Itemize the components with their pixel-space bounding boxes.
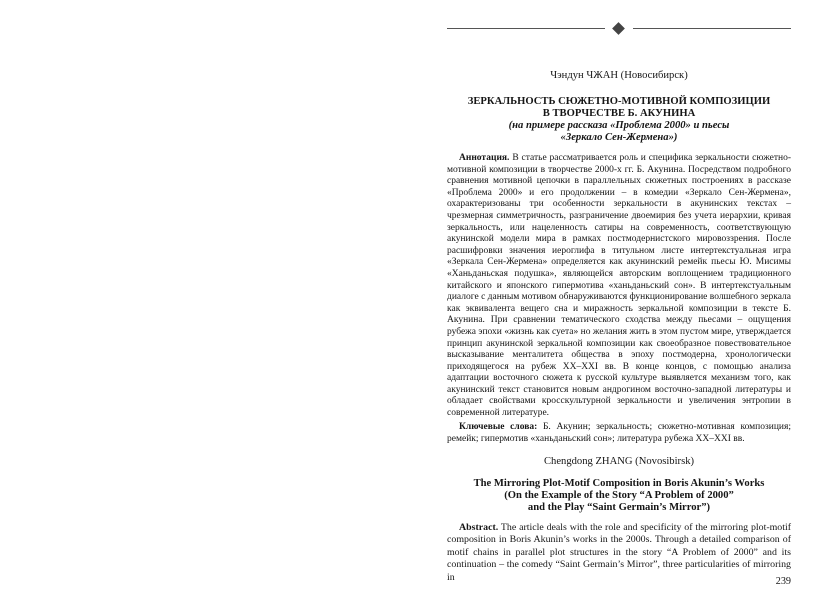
abstract-ru-text: В статье рассматривается роль и специфика зеркальности сюжетно-мотивной композиции в творчестве 2000-х гг. Б. Акунина. Посредством подробного сравнения мотивной цепочки в параллельных сюжетных построениях в рассказе «Проблема 2000» и его продолжении – в комедии «Зеркало Сен-Жермена», охарактеризованы три особенности зеркальности в акунинских текстах – чрезмерная симметричность, разграничение двоемирия без учета иерархии, кривая зеркальность, или нацеленность сатиры на современность, соответствующую акунинской модели мира в рамках постмодернистского мировоззрения. После расшифровки значения иероглифа в титульном листе интертекстуальная игра «Зеркала Сен-Жермена» определяется как акунинский ремейк пьесы Ю. Мисимы «Ханьданьская подушка», являющейся авторским воплощением традиционного китайского и японского гипермотива «ханьданьский сон». В интертекстуальным диалоге с данным мотивом обнаруживаются функционирование волшебного зеркала как эквивалента вещего сна и миражность зеркальной композиции в тексте Б. Акунина. При сравнении тематического сходства между пьесами – ощущения рубежа эпохи «жизнь как суета» но желания жить в этом пустом мире, утверждается принцип акунинской зеркальной композиции как своеобразное повествовательное высказывание менталитета общества в эпоху постмодерна, хронологически приходящегося на рубеж XX–XXI вв. В конце концов, с помощью анализа адаптации восточного сюжета к русской культуре выявляется механизм того, как акунинский текст становится новым андрогином восточно-западной литературы и обладает свойствами кросскультурной зеркальности и увеличения энтропии в современной литературе.	[447, 153, 792, 419]
page-number: 239	[775, 576, 791, 587]
abstract-en-text: The article deals with the role and specificity of the mirroring plot-motif composition in Boris Akunin’s works in the 2000s. Through a detailed comparison of motif chains in parallel plot structures in the story “A Problem of 2000” and its continuation – the comedy “Saint Germain’s Mirror”, three particularities of mirroring in	[447, 522, 791, 583]
subtitle-ru-line1: (на примере рассказа «Проблема 2000» и пьесы	[508, 120, 730, 131]
keywords-ru-text: Б. Акунин; зеркальность; сюжетно-мотивная композиция; ремейк; гипермотив «ханьданьский сон»; литература рубежа XX–XXI вв.	[447, 422, 792, 444]
ornament-line-left	[447, 28, 605, 29]
title-ru	[447, 96, 791, 144]
subtitle-ru-line2: «Зеркало Сен-Жермена»)	[560, 132, 678, 143]
ornament-diamond-icon	[612, 22, 625, 35]
title-en	[447, 478, 791, 514]
ornament-line-right	[633, 28, 791, 29]
keywords-ru-label: Ключевые слова:	[459, 422, 538, 432]
title-ru-line1: ЗЕРКАЛЬНОСТЬ СЮЖЕТНО-МОТИВНОЙ КОМПОЗИЦИИ	[467, 96, 771, 107]
abstract-en-label: Abstract.	[459, 522, 499, 533]
author-en: Chengdong ZHANG (Novosibirsk)	[543, 456, 695, 467]
keywords-ru	[447, 422, 791, 445]
title-ru-line2: В ТВОРЧЕСТВЕ Б. АКУНИНА	[542, 108, 696, 119]
title-en-line1: The Mirroring Plot-Motif Composition in Boris Akunin’s Works	[473, 478, 765, 489]
abstract-en	[447, 522, 791, 584]
abstract-ru	[447, 153, 791, 420]
title-en-line2: (On the Example of the Story “A Problem of 2000”	[504, 490, 734, 501]
header-ornament	[447, 26, 791, 32]
author-ru: Чэндун ЧЖАН (Новосибирск)	[550, 70, 688, 81]
title-en-line3: and the Play “Saint Germain’s Mirror”)	[527, 502, 711, 513]
abstract-ru-label: Аннотация.	[459, 153, 510, 163]
